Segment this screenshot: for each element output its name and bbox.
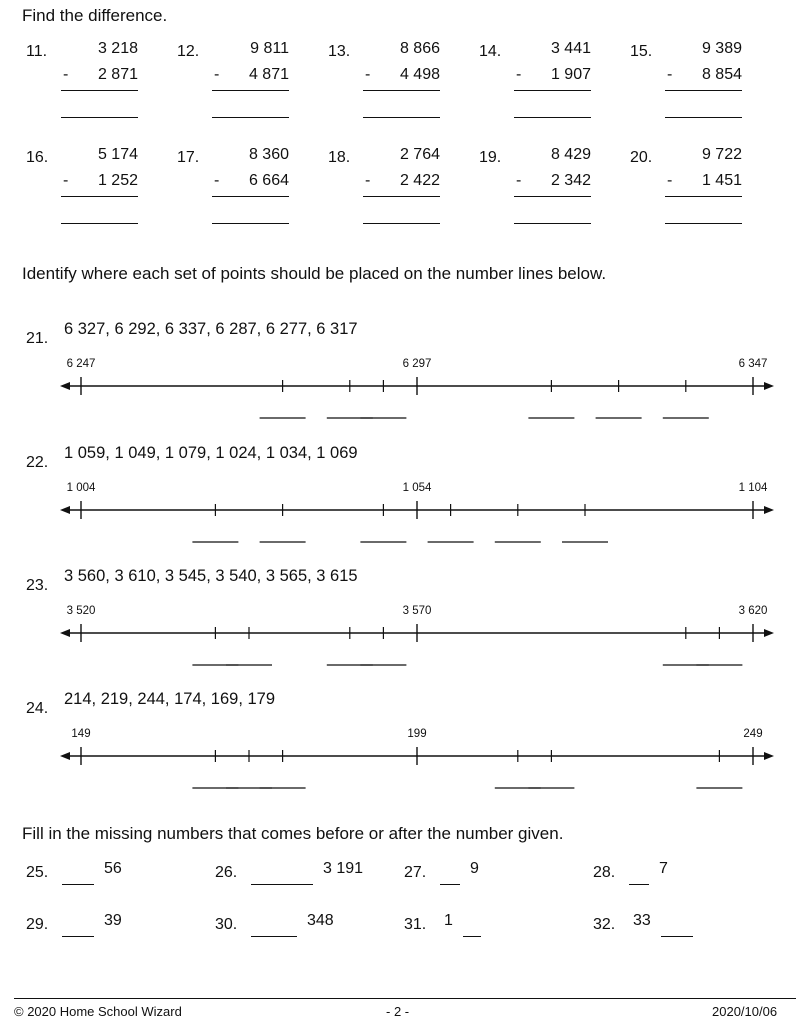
numberline-heading: Identify where each set of points should be placed on the number lines below.: [22, 264, 607, 283]
minus-sign: -: [667, 66, 673, 83]
given-number: 348: [307, 912, 334, 929]
right-arrow-icon: [764, 752, 774, 760]
answer-blank[interactable]: [61, 117, 138, 118]
numberline-question-number: 24.: [26, 700, 49, 717]
answer-blank[interactable]: [629, 884, 649, 885]
tick-label: 3 520: [66, 605, 96, 617]
minus-sign: -: [365, 66, 371, 83]
answer-blank[interactable]: [212, 117, 289, 118]
fillin-question-number: 29.: [26, 916, 49, 933]
footer-copyright: © 2020 Home School Wizard: [14, 1004, 182, 1019]
point-list: 6 327, 6 292, 6 337, 6 287, 6 277, 6 317: [64, 320, 358, 338]
numberline-question-number: 23.: [26, 577, 49, 594]
number-line-2: [0, 480, 810, 560]
minus-sign: -: [214, 172, 220, 189]
tick-label: 249: [743, 728, 763, 740]
footer-date: 2020/10/06: [712, 1004, 778, 1019]
given-number: 7: [659, 860, 668, 877]
sum-line: [61, 196, 138, 197]
problem-number: 14.: [479, 43, 502, 60]
problem-number: 20.: [630, 149, 653, 166]
fillin-question-number: 25.: [26, 864, 49, 881]
subtrahend: 8 854: [701, 66, 742, 83]
answer-blank[interactable]: [61, 223, 138, 224]
answer-blank[interactable]: [363, 223, 440, 224]
answer-blank[interactable]: [661, 936, 693, 937]
tick-label: 1 104: [738, 482, 768, 494]
minuend: 9 722: [701, 146, 742, 163]
minuend: 5 174: [97, 146, 138, 163]
tick-label: 6 347: [738, 358, 768, 370]
sum-line: [665, 196, 742, 197]
problem-number: 12.: [177, 43, 200, 60]
right-arrow-icon: [764, 506, 774, 514]
problem-number: 11.: [26, 43, 48, 60]
answer-blank[interactable]: [514, 223, 591, 224]
problem-number: 15.: [630, 43, 653, 60]
right-arrow-icon: [764, 382, 774, 390]
subtrahend: 2 871: [97, 66, 138, 83]
subtrahend: 2 422: [399, 172, 440, 189]
subtrahend: 2 342: [550, 172, 591, 189]
subtrahend: 1 451: [701, 172, 742, 189]
tick-label: 3 620: [738, 605, 768, 617]
problem-number: 16.: [26, 149, 49, 166]
tick-label: 6 247: [66, 358, 96, 370]
sum-line: [514, 90, 591, 91]
numberline-question-number: 21.: [26, 330, 49, 347]
given-number: 56: [104, 860, 122, 877]
given-number: 33: [633, 912, 651, 929]
left-arrow-icon: [60, 382, 70, 390]
minuend: 9 811: [250, 40, 289, 57]
answer-blank[interactable]: [62, 884, 94, 885]
minuend: 8 866: [399, 40, 440, 57]
tick-label: 149: [71, 728, 91, 740]
problem-number: 13.: [328, 43, 351, 60]
numberline-question-number: 22.: [26, 454, 49, 471]
minus-sign: -: [365, 172, 371, 189]
left-arrow-icon: [60, 629, 70, 637]
footer-page-number: - 2 -: [386, 1004, 410, 1019]
fillin-question-number: 30.: [215, 916, 238, 933]
tick-label: 1 004: [66, 482, 96, 494]
given-number: 39: [104, 912, 122, 929]
sum-line: [61, 90, 138, 91]
minus-sign: -: [214, 66, 220, 83]
problem-number: 19.: [479, 149, 502, 166]
number-line-4: [0, 726, 810, 806]
left-arrow-icon: [60, 506, 70, 514]
point-list: 214, 219, 244, 174, 169, 179: [64, 690, 276, 708]
number-line-1: [0, 356, 810, 436]
answer-blank[interactable]: [363, 117, 440, 118]
sum-line: [363, 196, 440, 197]
subtrahend: 6 664: [248, 172, 289, 189]
subtrahend: 4 498: [399, 66, 440, 83]
number-line-3: [0, 603, 810, 683]
sum-line: [665, 90, 742, 91]
answer-blank[interactable]: [62, 936, 94, 937]
answer-blank[interactable]: [251, 936, 297, 937]
sum-line: [514, 196, 591, 197]
answer-blank[interactable]: [251, 884, 313, 885]
fillin-question-number: 26.: [215, 864, 238, 881]
fillin-question-number: 32.: [593, 916, 616, 933]
minuend: 3 218: [97, 40, 138, 57]
fillin-question-number: 28.: [593, 864, 616, 881]
answer-blank[interactable]: [463, 936, 481, 937]
footer-divider: [14, 998, 796, 999]
point-list: 1 059, 1 049, 1 079, 1 024, 1 034, 1 069: [64, 444, 358, 462]
point-list: 3 560, 3 610, 3 545, 3 540, 3 565, 3 615: [64, 567, 358, 585]
minuend: 9 389: [701, 40, 742, 57]
left-arrow-icon: [60, 752, 70, 760]
minus-sign: -: [516, 172, 522, 189]
minus-sign: -: [63, 66, 69, 83]
minuend: 8 429: [550, 146, 591, 163]
tick-label: 199: [407, 728, 427, 740]
fillin-heading: Fill in the missing numbers that comes before or after the number given.: [22, 824, 564, 843]
minuend: 3 441: [550, 40, 591, 57]
subtrahend: 1 907: [550, 66, 591, 83]
right-arrow-icon: [764, 629, 774, 637]
subtrahend: 4 871: [248, 66, 289, 83]
minus-sign: -: [667, 172, 673, 189]
given-number: 3 191: [323, 860, 364, 877]
sum-line: [212, 196, 289, 197]
subtrahend: 1 252: [97, 172, 138, 189]
sum-line: [212, 90, 289, 91]
given-number: 1: [444, 912, 453, 929]
answer-blank[interactable]: [665, 223, 742, 224]
answer-blank[interactable]: [440, 884, 460, 885]
minuend: 8 360: [248, 146, 289, 163]
subtraction-heading: Find the difference.: [22, 6, 168, 25]
given-number: 9: [470, 860, 479, 877]
minus-sign: -: [63, 172, 69, 189]
answer-blank[interactable]: [514, 117, 591, 118]
minuend: 2 764: [399, 146, 440, 163]
sum-line: [363, 90, 440, 91]
answer-blank[interactable]: [212, 223, 289, 224]
answer-blank[interactable]: [665, 117, 742, 118]
tick-label: 6 297: [402, 358, 432, 370]
fillin-question-number: 31.: [404, 916, 427, 933]
minus-sign: -: [516, 66, 522, 83]
problem-number: 18.: [328, 149, 351, 166]
tick-label: 1 054: [402, 482, 432, 494]
fillin-question-number: 27.: [404, 864, 427, 881]
tick-label: 3 570: [402, 605, 432, 617]
problem-number: 17.: [177, 149, 200, 166]
